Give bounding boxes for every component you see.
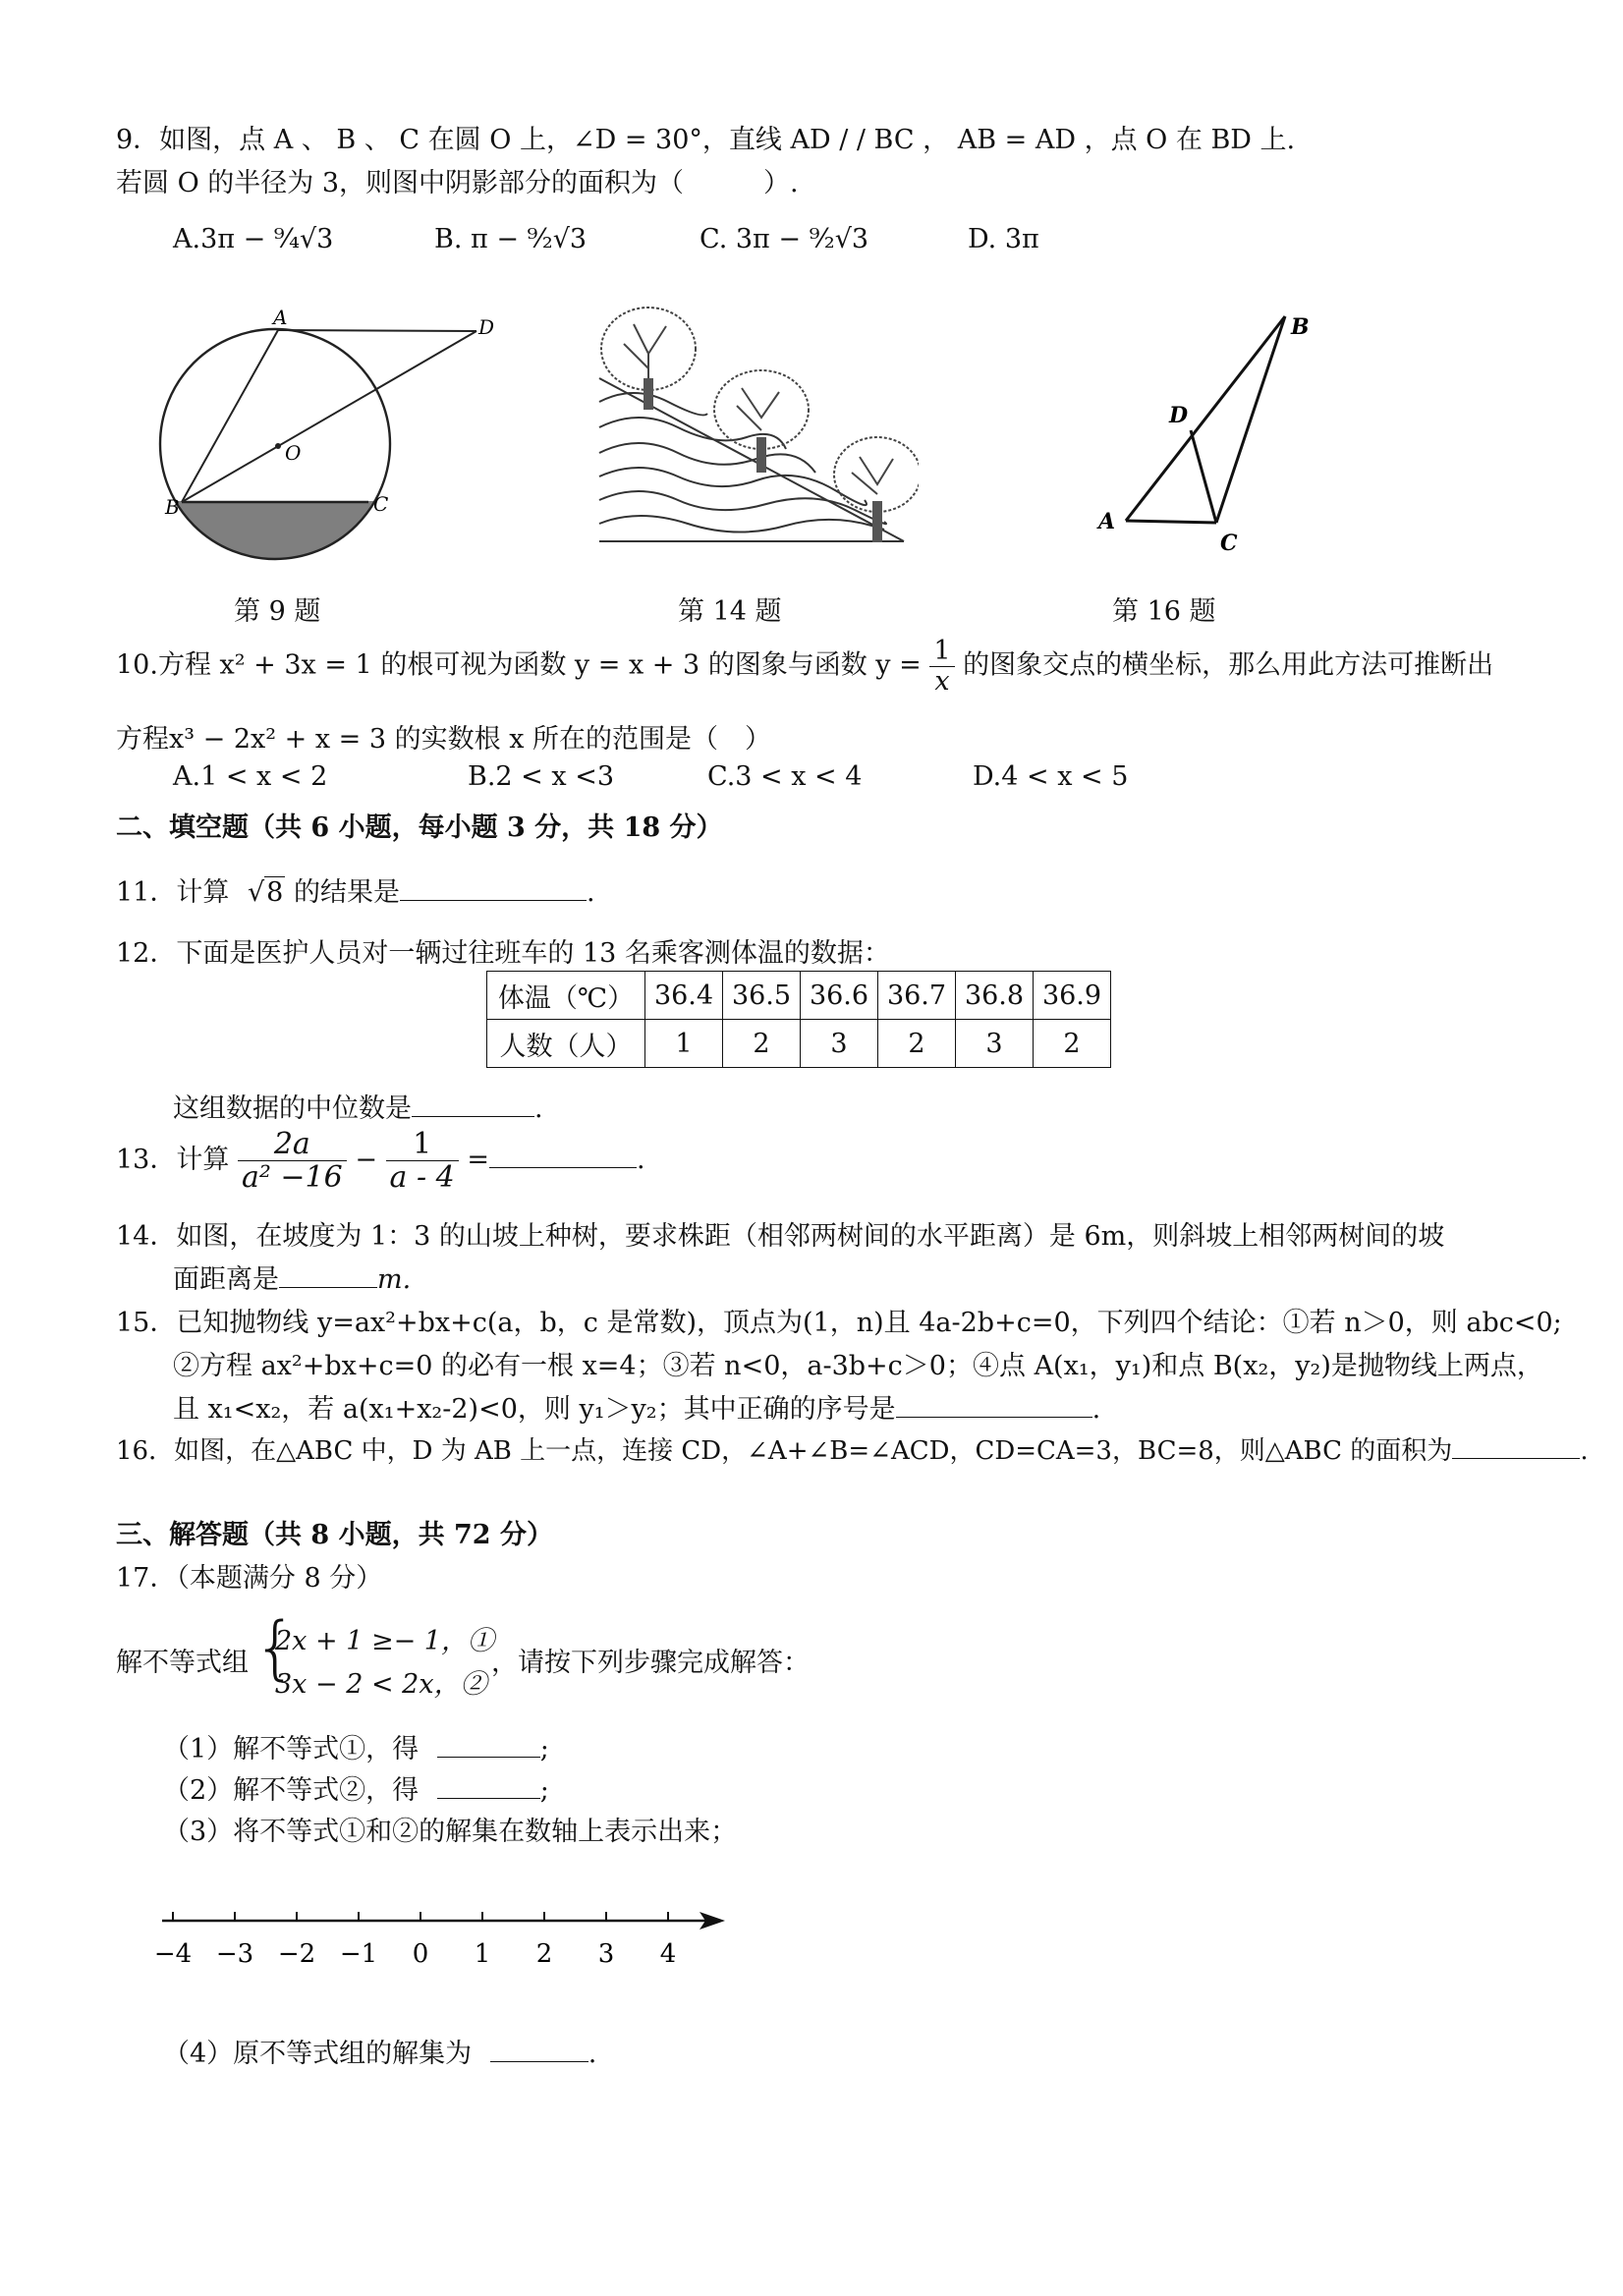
section3-heading: 三、解答题（共 8 小题，共 72 分）: [116, 1520, 553, 1550]
table-cell: 36.7: [878, 972, 956, 1020]
q17-step4-end: .: [588, 2039, 597, 2069]
system-brace: {: [253, 1607, 298, 1688]
number-line-tick-label: −4: [153, 1939, 193, 1969]
q13-answer-blank: [489, 1146, 637, 1168]
segment-ab: [182, 330, 278, 502]
q17-step4: [163, 2032, 596, 2070]
number-line-tick-label: −2: [277, 1939, 316, 1969]
table-cell: 3: [801, 1020, 878, 1068]
q17-ineq1: 2x + 1 ≥− 1，①: [275, 1626, 494, 1656]
q16-text: 16．如图，在△ABC 中，D 为 AB 上一点，连接 CD，∠A+∠B=∠ACD，CD=CA=3，BC=8，则△ABC 的面积为: [116, 1436, 1453, 1466]
q11: [116, 870, 595, 909]
q14-line2: [173, 1258, 411, 1296]
label-a: A: [1098, 509, 1116, 534]
figure-16: [1081, 305, 1326, 560]
q17-intro: 解不等式组: [116, 1648, 249, 1678]
label-o: O: [285, 441, 302, 465]
q17-step2: [163, 1768, 549, 1807]
q17-step2-semi: ;: [539, 1775, 549, 1806]
q9-line2: 若圆 O 的半径为 3，则图中阴影部分的面积为（ ）.: [116, 168, 799, 198]
q11-prefix: 11．计算: [116, 877, 230, 908]
q17-step3: （3）将不等式①和②的解集在数轴上表示出来；: [163, 1817, 738, 1847]
number-line-tick-label: 0: [412, 1939, 429, 1969]
number-line-tick-label: 3: [597, 1939, 615, 1969]
q17-after: ，请按下列步骤完成解答：: [491, 1648, 810, 1678]
table-cell: 3: [956, 1020, 1034, 1068]
fig9-caption: 第 9 题: [234, 596, 321, 627]
number-line-tick-label: 2: [535, 1939, 553, 1969]
label-c: C: [1220, 531, 1238, 556]
q12-text: 12．下面是医护人员对一辆过往班车的 13 名乘客测体温的数据：: [116, 938, 890, 969]
number-line: [147, 1901, 737, 1980]
q15-line3: [173, 1387, 1100, 1426]
label-a: A: [273, 306, 288, 329]
q10-option-b: B.2 < x <3: [468, 761, 615, 792]
q9-option-b: B. π − ⁹⁄₂√3: [434, 224, 588, 254]
table-header-cell: 人数（人）: [487, 1020, 645, 1068]
q17-step4-blank: [490, 2040, 588, 2062]
q16-answer-blank: [1452, 1436, 1580, 1459]
fig14-caption: 第 14 题: [678, 596, 782, 627]
table-cell: 36.4: [645, 972, 723, 1020]
q17-ineq2: 3x − 2 < 2x，②: [275, 1669, 487, 1700]
q11-radicand: 8: [266, 877, 284, 908]
q13-f2-num: 1: [386, 1128, 459, 1161]
q14-line2-a: 面距离是: [173, 1264, 279, 1295]
q16: [116, 1430, 1589, 1467]
segment-cd: [1191, 430, 1216, 523]
q17-step1: [163, 1727, 549, 1765]
table-cell: 2: [878, 1020, 956, 1068]
q15-line2: ②方程 ax²+bx+c=0 的必有一根 x=4；③若 n<0，a-3b+c＞0；④点 A(x₁，y₁)和点 B(x₂，y₂)是抛物线上两点，: [173, 1351, 1543, 1381]
q10-option-a: A.1 < x < 2: [173, 761, 328, 792]
number-line-tick-label: 1: [474, 1939, 491, 1969]
side-ac: [1126, 521, 1216, 523]
q15-answer-blank: [896, 1395, 1092, 1418]
q12-answer-line: [173, 1087, 543, 1125]
q9-option-d: D. 3π: [968, 224, 1039, 254]
q9-option-c: C. 3π − ⁹⁄₂√3: [700, 224, 869, 254]
fig16-caption: 第 16 题: [1112, 596, 1216, 627]
table-cell: 36.8: [956, 972, 1034, 1020]
table-row: [487, 1020, 1111, 1068]
q10-fraction: [929, 637, 954, 696]
q13-prefix: 13．计算: [116, 1145, 230, 1175]
q12-answer-blank: [412, 1094, 534, 1117]
label-b: B: [165, 495, 180, 519]
segment-bd: [182, 331, 476, 502]
q10-frac-den: x: [934, 665, 950, 697]
q14-line2-b: m.: [377, 1264, 412, 1295]
q13: [116, 1128, 645, 1194]
q17-step4-text: （4）原不等式组的解集为: [163, 2039, 473, 2069]
q15-line3-b: .: [1091, 1394, 1101, 1425]
q13-f2-den: a - 4: [389, 1160, 455, 1195]
figure-14: [594, 300, 919, 555]
q12-end: .: [534, 1093, 543, 1124]
q14-answer-blank: [279, 1265, 377, 1288]
table-cell: 36.5: [723, 972, 801, 1020]
q9-option-a: A.3π − ⁹⁄₄√3: [173, 224, 334, 254]
q15-line1: 15．已知抛物线 y=ax²+bx+c(a，b，c 是常数)，顶点为(1，n)且 4a-2b+c=0，下列四个结论：①若 n＞0，则 abc<0;: [116, 1308, 1562, 1338]
segment-ad: [278, 330, 476, 331]
q12-answer-text: 这组数据的中位数是: [173, 1093, 412, 1124]
table-row: [487, 972, 1111, 1020]
q11-answer-blank: [400, 878, 587, 901]
sqrt-symbol: √: [247, 877, 265, 908]
q10-option-d: D.4 < x < 5: [973, 761, 1129, 792]
number-line-tick-label: −1: [339, 1939, 378, 1969]
q10-frac-num: 1: [929, 637, 954, 667]
number-line-tick-label: −3: [215, 1939, 254, 1969]
q13-fraction-2: [386, 1128, 459, 1194]
q17-step2-text: （2）解不等式②，得: [163, 1775, 420, 1806]
q13-minus: −: [355, 1145, 377, 1175]
q15-line3-a: 且 x₁<x₂，若 a(x₁+x₂-2)<0，则 y₁＞y₂；其中正确的序号是: [173, 1394, 896, 1425]
figure-9: [147, 305, 521, 570]
q17-step1-blank: [437, 1735, 540, 1758]
q13-fraction-1: [238, 1128, 347, 1194]
q17-step1-text: （1）解不等式①，得: [163, 1734, 420, 1764]
table-cell: 1: [645, 1020, 723, 1068]
side-bc: [1216, 316, 1285, 523]
q16-end: .: [1580, 1436, 1589, 1466]
temperature-table: [486, 971, 1111, 1068]
section2-heading: 二、填空题（共 6 小题，每小题 3 分，共 18 分）: [116, 812, 723, 843]
q13-f1-den: a² −16: [241, 1160, 343, 1195]
q14-line1: 14．如图，在坡度为 1：3 的山坡上种树，要求株距（相邻两树间的水平距离）是 6m，则斜坡上相邻两树间的坡: [116, 1221, 1445, 1252]
table-cell: 36.9: [1034, 972, 1111, 1020]
q10-line1-a: 10.方程 x² + 3x = 1 的根可视为函数 y = x + 3 的图象与函数 y =: [116, 649, 922, 681]
q17-step2-blank: [437, 1776, 540, 1799]
q10-line2: 方程x³ − 2x² + x = 3 的实数根 x 所在的范围是（ ）: [116, 724, 772, 755]
table-cell: 2: [1034, 1020, 1111, 1068]
q13-eq: =: [467, 1145, 489, 1175]
label-d: D: [478, 315, 495, 339]
center-point: [275, 443, 281, 449]
q13-end: .: [636, 1145, 645, 1175]
q13-f1-num: 2a: [238, 1128, 347, 1161]
label-b: B: [1291, 314, 1310, 340]
label-d: D: [1169, 403, 1189, 428]
side-ab: [1126, 316, 1285, 521]
table-cell: 36.6: [801, 972, 878, 1020]
q10-line1-b: 的图象交点的横坐标，那么用此方法可推断出: [963, 649, 1494, 681]
q11-suffix: 的结果是: [293, 877, 400, 908]
table-cell: 2: [723, 1020, 801, 1068]
q17-step1-semi: ;: [539, 1734, 549, 1764]
q17-header: 17．（本题满分 8 分）: [116, 1563, 383, 1594]
table-header-cell: 体温（℃）: [487, 972, 645, 1020]
q11-end: .: [586, 877, 595, 908]
q10-option-c: C.3 < x < 4: [707, 761, 863, 792]
q9-line1: 9．如图，点 A 、 B 、 C 在圆 O 上，∠D = 30°，直线 AD / / BC ， AB = AD ，点 O 在 BD 上.: [116, 125, 1296, 155]
label-c: C: [373, 492, 389, 516]
q10-line1: [116, 637, 1493, 696]
number-line-tick-label: 4: [659, 1939, 677, 1969]
tree-icon: [834, 437, 919, 542]
tree-icon: [601, 308, 696, 410]
